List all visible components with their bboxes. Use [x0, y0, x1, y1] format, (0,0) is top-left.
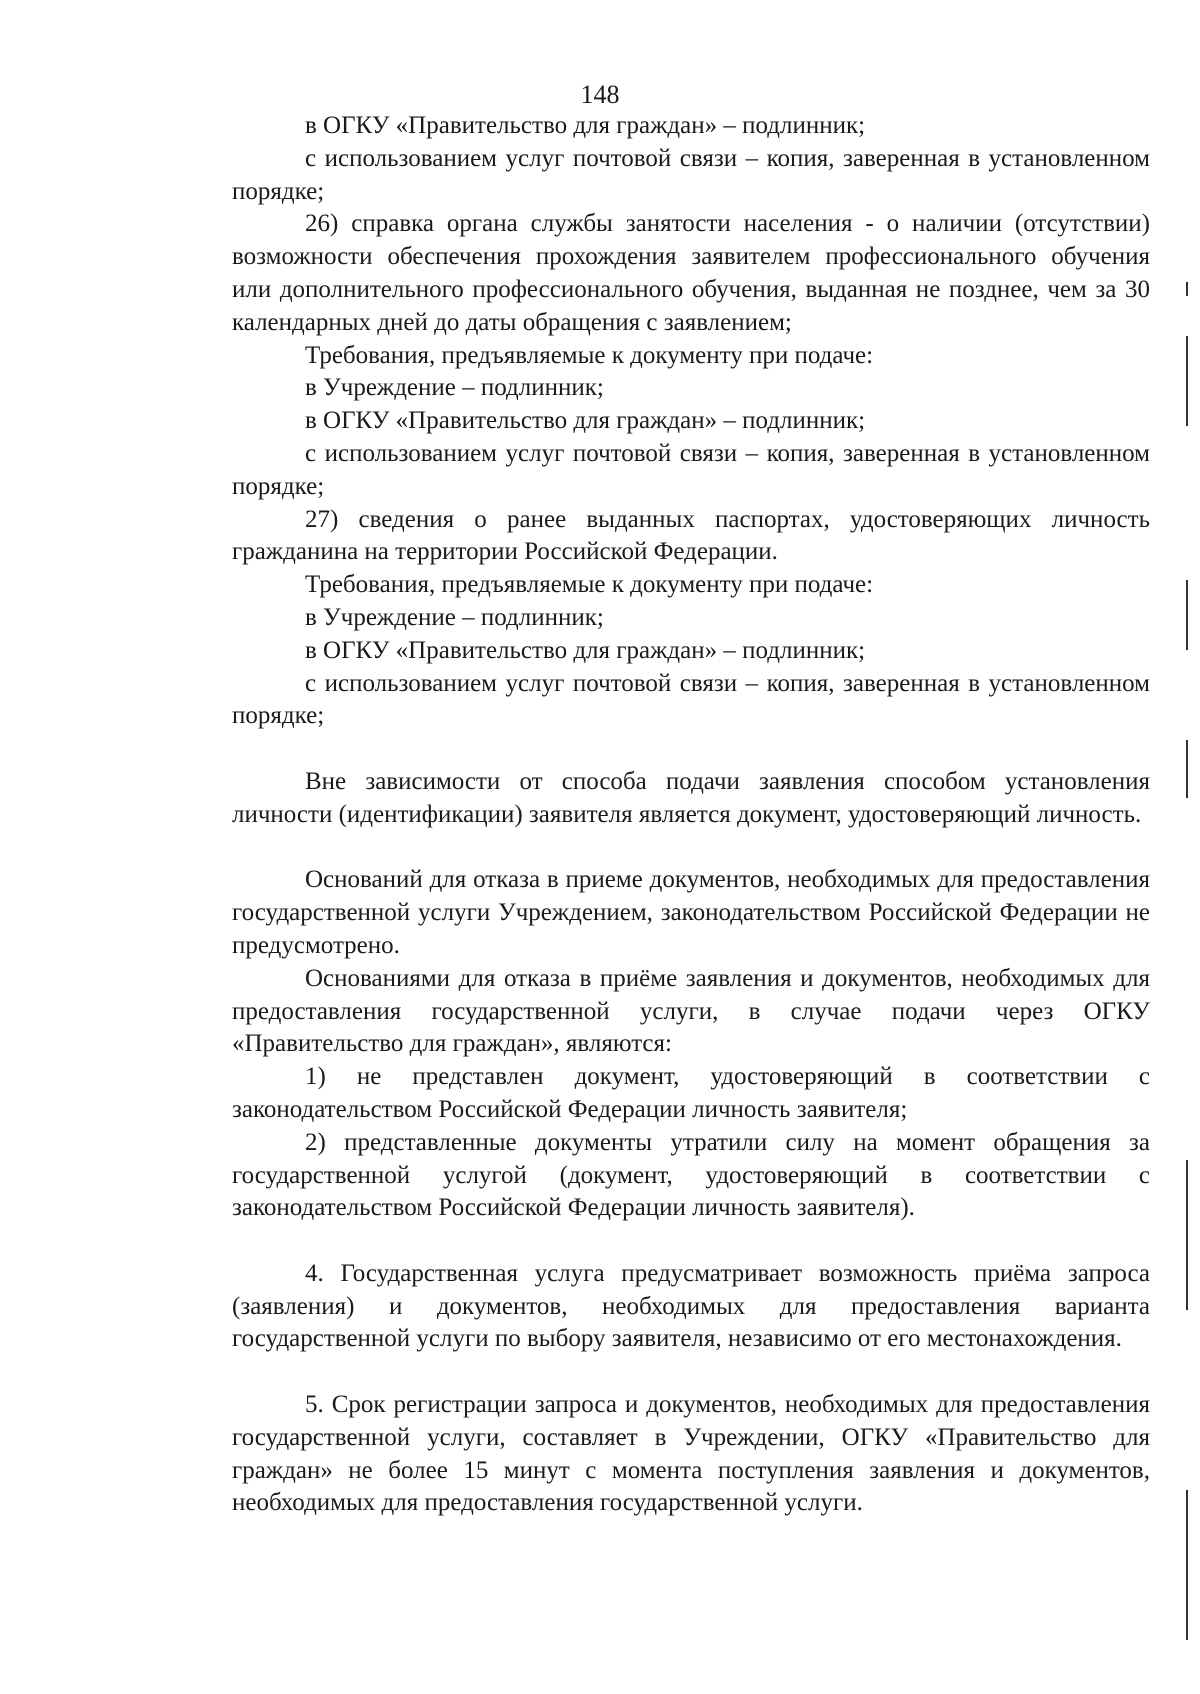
paragraph: 2) представленные документы утратили силу на момент обращения за государственной услугой (документ, удостоверяющий в соответствии с законодательством Российской Федерации личность заявителя). [232, 1128, 1150, 1222]
paragraph: в Учреждение – подлинник; [305, 374, 604, 402]
paragraph: с использованием услуг почтовой связи – копия, заверенная в установленном порядке; [232, 669, 1150, 730]
scan-margin-mark [1186, 740, 1188, 798]
paragraph: 1) не представлен документ, удостоверяющий в соответствии с законодательством Российской Федерации личность заявителя; [232, 1063, 1150, 1123]
scan-margin-mark [1186, 580, 1188, 650]
paragraph: в ОГКУ «Правительство для граждан» – подлинник; [305, 636, 866, 664]
paragraph: Требования, предъявляемые к документу при подаче: [305, 341, 874, 369]
paragraph: 4. Государственная услуга предусматривает возможность приёма запроса (заявления) и документов, необходимых для предоставления варианта государственной услуги по выбору заявителя, независимо от его местонахождения. [232, 1259, 1150, 1353]
document-body [232, 110, 1150, 1520]
paragraph: Основаниями для отказа в приёме заявления и документов, необходимых для предоставления государственной услуги, в случае подачи через ОГКУ «Правительство для граждан», являются: [232, 964, 1150, 1058]
paragraph: Вне зависимости от способа подачи заявления способом установления личности (идентификации) заявителя является документ, удостоверяющий личность. [232, 767, 1150, 828]
scan-margin-mark [1186, 1160, 1188, 1310]
scan-margin-mark [1186, 336, 1188, 426]
paragraph: 26) справка органа службы занятости населения - о наличии (отсутствии) возможности обеспечения прохождения заявителем профессионального обучения или дополнительного профессионального обучения, выданная не позднее, чем за 30 календарных дней до даты обращения с заявлением; [232, 210, 1150, 336]
paragraph: 5. Срок регистрации запроса и документов, необходимых для предоставления государственной услуги, составляет в Учреждении, ОГКУ «Правительство для граждан» не более 15 минут с момента поступления заявления и документов, необходимых для предоставления государственной услуги. [232, 1391, 1150, 1517]
paragraph: в Учреждение – подлинник; [305, 603, 604, 631]
paragraph: 27) сведения о ранее выданных паспортах, удостоверяющих личность гражданина на территории Российской Федерации. [232, 505, 1150, 566]
page-number: 148 [580, 80, 620, 109]
paragraph: Требования, предъявляемые к документу при подаче: [305, 571, 874, 599]
paragraph: в ОГКУ «Правительство для граждан» – подлинник; [305, 407, 866, 435]
paragraph-gap [232, 832, 1150, 865]
scan-margin-mark [1186, 1490, 1188, 1640]
paragraph-gap [232, 1225, 1150, 1258]
paragraph-gap [232, 733, 1150, 766]
paragraph: Оснований для отказа в приеме документов, необходимых для предоставления государственной услуги Учреждением, законодательством Российской Федерации не предусмотрено. [232, 866, 1150, 959]
paragraph-gap [232, 1356, 1150, 1389]
paragraph: в ОГКУ «Правительство для граждан» – подлинник; [305, 112, 866, 139]
scan-margin-mark [1186, 282, 1188, 296]
paragraph: с использованием услуг почтовой связи – копия, заверенная в установленном порядке; [232, 144, 1150, 205]
paragraph: с использованием услуг почтовой связи – копия, заверенная в установленном порядке; [232, 439, 1150, 500]
